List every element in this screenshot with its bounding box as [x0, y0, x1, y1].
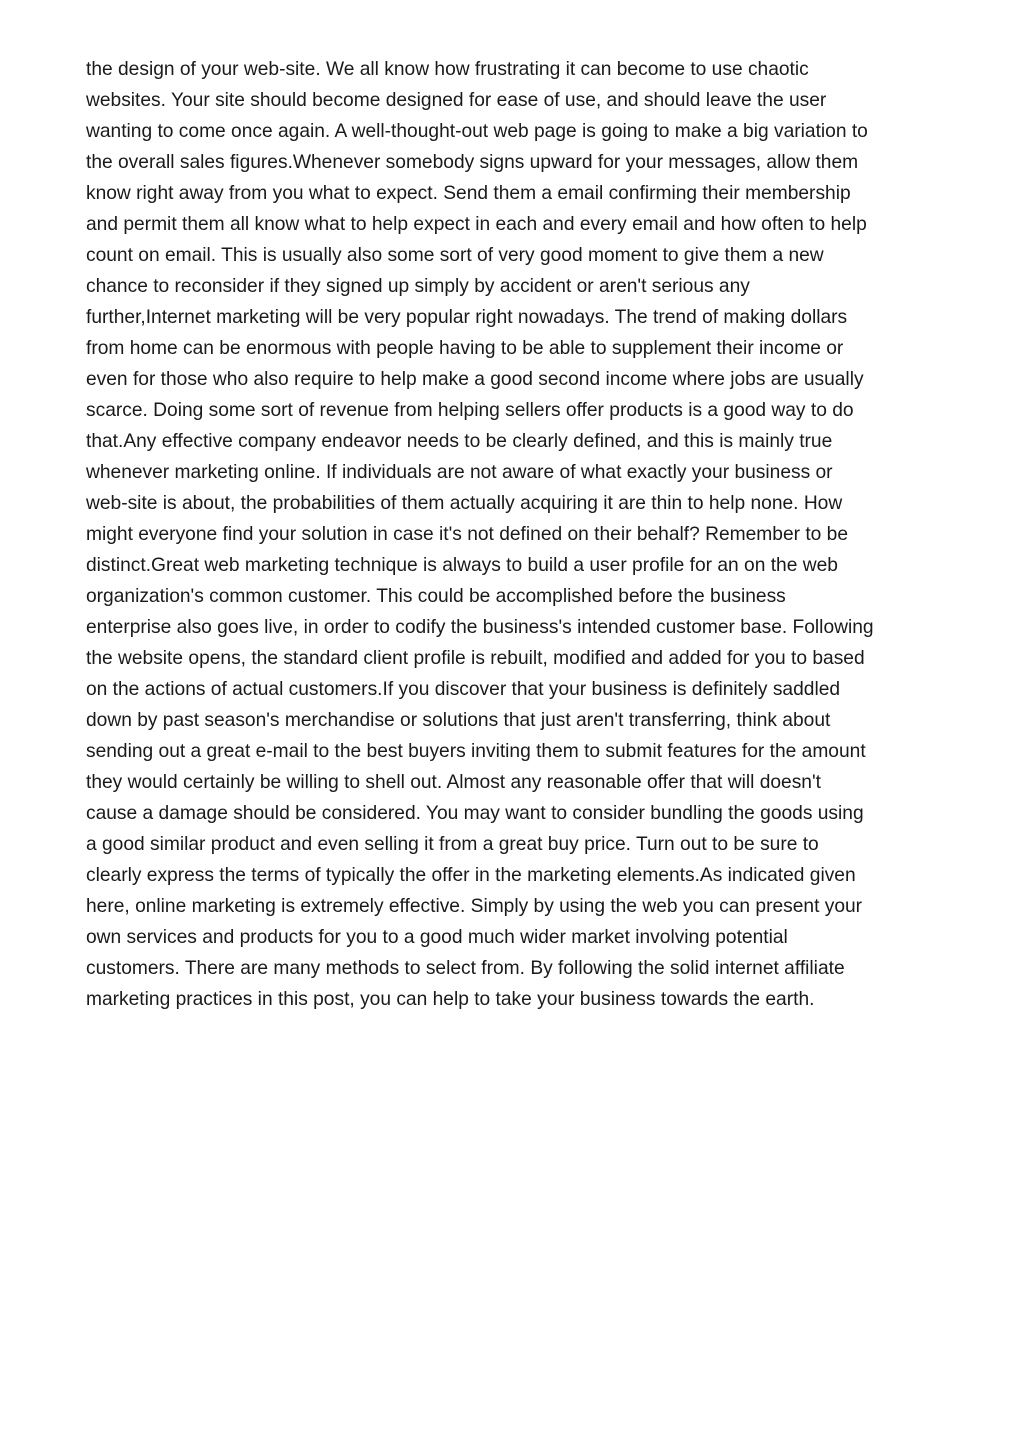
text-line: the website opens, the standard client profile is rebuilt, modified and added for you to based	[86, 648, 865, 669]
text-line: enterprise also goes live, in order to codify the business's intended customer base. Following	[86, 617, 874, 638]
text-line: might everyone find your solution in case it's not defined on their behalf? Remember to be	[86, 524, 849, 545]
body-text	[86, 54, 966, 1015]
text-line: chance to reconsider if they signed up simply by accident or aren't serious any	[86, 276, 750, 297]
text-line: even for those who also require to help make a good second income where jobs are usually	[86, 369, 864, 390]
text-line: sending out a great e-mail to the best buyers inviting them to submit features for the amount	[86, 741, 866, 762]
text-line: own services and products for you to a good much wider market involving potential	[86, 927, 788, 948]
text-line: they would certainly be willing to shell out. Almost any reasonable offer that will doesn't	[86, 772, 821, 793]
text-line: count on email. This is usually also some sort of very good moment to give them a new	[86, 245, 824, 266]
text-line: clearly express the terms of typically the offer in the marketing elements.As indicated given	[86, 865, 856, 886]
text-line: on the actions of actual customers.If you discover that your business is definitely saddled	[86, 679, 841, 700]
text-line: marketing practices in this post, you can help to take your business towards the earth.	[86, 989, 815, 1010]
text-line: organization's common customer. This could be accomplished before the business	[86, 586, 786, 607]
text-line: wanting to come once again. A well-thought-out web page is going to make a big variation to	[86, 121, 868, 142]
text-line: from home can be enormous with people having to be able to supplement their income or	[86, 338, 844, 359]
text-line: further,Internet marketing will be very popular right nowadays. The trend of making dollars	[86, 307, 848, 328]
text-line: that.Any effective company endeavor needs to be clearly defined, and this is mainly true	[86, 431, 833, 452]
text-line: cause a damage should be considered. You may want to consider bundling the goods using	[86, 803, 864, 824]
text-line: know right away from you what to expect. Send them a email confirming their membership	[86, 183, 851, 204]
text-line: scarce. Doing some sort of revenue from helping sellers offer products is a good way to do	[86, 400, 854, 421]
text-line: web-site is about, the probabilities of them actually acquiring it are thin to help none. How	[86, 493, 843, 514]
text-line: customers. There are many methods to select from. By following the solid internet affiliate	[86, 958, 845, 979]
text-line: a good similar product and even selling it from a great buy price. Turn out to be sure to	[86, 834, 819, 855]
text-line: here, online marketing is extremely effective. Simply by using the web you can present your	[86, 896, 863, 917]
text-line: websites. Your site should become designed for ease of use, and should leave the user	[86, 90, 827, 111]
text-line: the overall sales figures.Whenever somebody signs upward for your messages, allow them	[86, 152, 859, 173]
text-line: the design of your web-site. We all know how frustrating it can become to use chaotic	[86, 59, 809, 80]
text-line: down by past season's merchandise or solutions that just aren't transferring, think about	[86, 710, 831, 731]
text-line: and permit them all know what to help expect in each and every email and how often to help	[86, 214, 867, 235]
text-line: distinct.Great web marketing technique is always to build a user profile for an on the web	[86, 555, 838, 576]
text-line: whenever marketing online. If individuals are not aware of what exactly your business or	[86, 462, 833, 483]
